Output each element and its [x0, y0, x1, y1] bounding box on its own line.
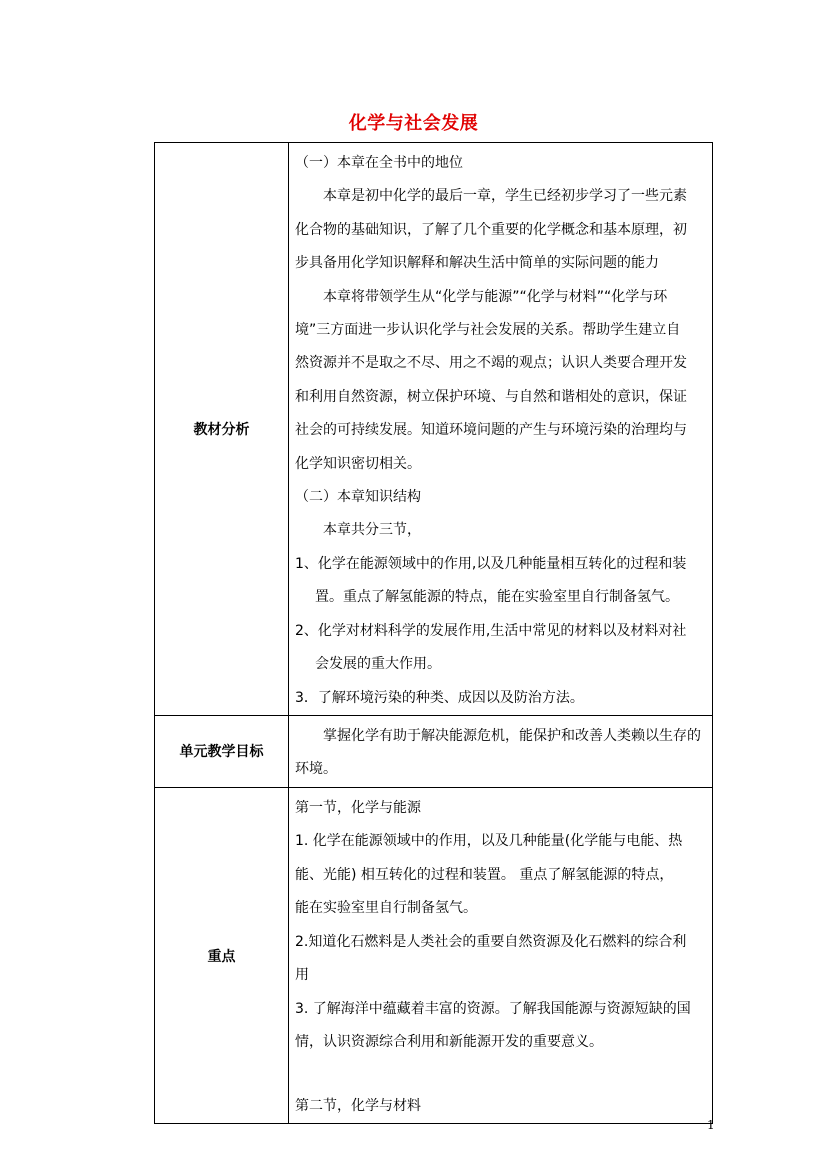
table-row	[155, 787, 713, 1124]
section-heading: 第一节，化学与能源	[295, 799, 421, 816]
document-title: 化学与社会发展	[348, 113, 479, 134]
paragraph-line: 化学知识密切相关。	[295, 455, 421, 472]
paragraph-line: 步具备用化学知识解释和解决生活中简单的实际问题的能力	[295, 255, 659, 272]
list-item: 1、化学在能源领域中的作用,以及几种能量相互转化的过程和装	[295, 555, 687, 572]
section-heading: （二）本章知识结构	[295, 489, 421, 506]
section-heading: 第二节，化学与材料	[295, 1097, 421, 1114]
paragraph-line: 境”三方面进一步认识化学与社会发展的关系。帮助学生建立自	[295, 322, 681, 339]
list-item: 1. 化学在能源领域中的作用，以及几种能量(化学能与电能、热	[295, 833, 683, 850]
paragraph-line: 能在实验室里自行制备氢气。	[295, 900, 477, 917]
list-item: 3. 了解海洋中蕴藏着丰富的资源。了解我国能源与资源短缺的国	[295, 1000, 691, 1017]
paragraph-line: 用	[295, 967, 309, 984]
row-label-textbook-analysis: 教材分析	[155, 143, 289, 716]
key-points-content	[289, 787, 713, 1124]
list-item-continuation: 置。重点了解氢能源的特点，能在实验室里自行制备氢气。	[315, 589, 679, 606]
blank-space	[295, 1060, 708, 1090]
list-item: 3．了解环境污染的种类、成因以及防治方法。	[295, 689, 584, 706]
paragraph-line: 掌握化学有助于解决能源危机，能保护和改善人类赖以生存的	[323, 727, 701, 744]
paragraph-line: 社会的可持续发展。知道环境问题的产生与环境污染的治理均与	[295, 422, 687, 439]
list-item: 2、化学对材料科学的发展作用,生活中常见的材料以及材料对社	[295, 622, 687, 639]
paragraph-line: 化合物的基础知识，了解了几个重要的化学概念和基本原理，初	[295, 221, 687, 238]
section-heading: （一）本章在全书中的地位	[295, 155, 463, 171]
table-row	[155, 715, 713, 787]
paragraph-line: 本章是初中化学的最后一章，学生已经初步学习了一些元素	[323, 188, 687, 205]
textbook-analysis-content	[289, 143, 713, 716]
paragraph-line: 环境。	[295, 761, 337, 778]
list-item: 2.知道化石燃料是人类社会的重要自然资源及化石燃料的综合利	[295, 933, 687, 950]
row-label-key-points: 重点	[155, 787, 289, 1124]
list-item-continuation: 会发展的重大作用。	[315, 656, 441, 673]
paragraph-line: 本章将带领学生从“化学与能源”“化学与材料”“化学与环	[323, 288, 668, 305]
row-label-unit-goals: 单元教学目标	[155, 715, 289, 787]
page-number: 1	[707, 1118, 715, 1132]
paragraph-line: 然资源并不是取之不尽、用之不竭的观点；认识人类要合理开发	[295, 355, 687, 372]
lesson-table	[154, 142, 713, 1124]
paragraph-line: 和利用自然资源，树立保护环境、与自然和谐相处的意识，保证	[295, 388, 687, 405]
paragraph-line: 本章共分三节，	[323, 522, 421, 539]
table-row	[155, 143, 713, 716]
paragraph-line: 情，认识资源综合利用和新能源开发的重要意义。	[295, 1034, 603, 1051]
unit-goals-content	[289, 715, 713, 787]
paragraph-line: 能、光能) 相互转化的过程和装置。 重点了解氢能源的特点，	[295, 866, 674, 883]
